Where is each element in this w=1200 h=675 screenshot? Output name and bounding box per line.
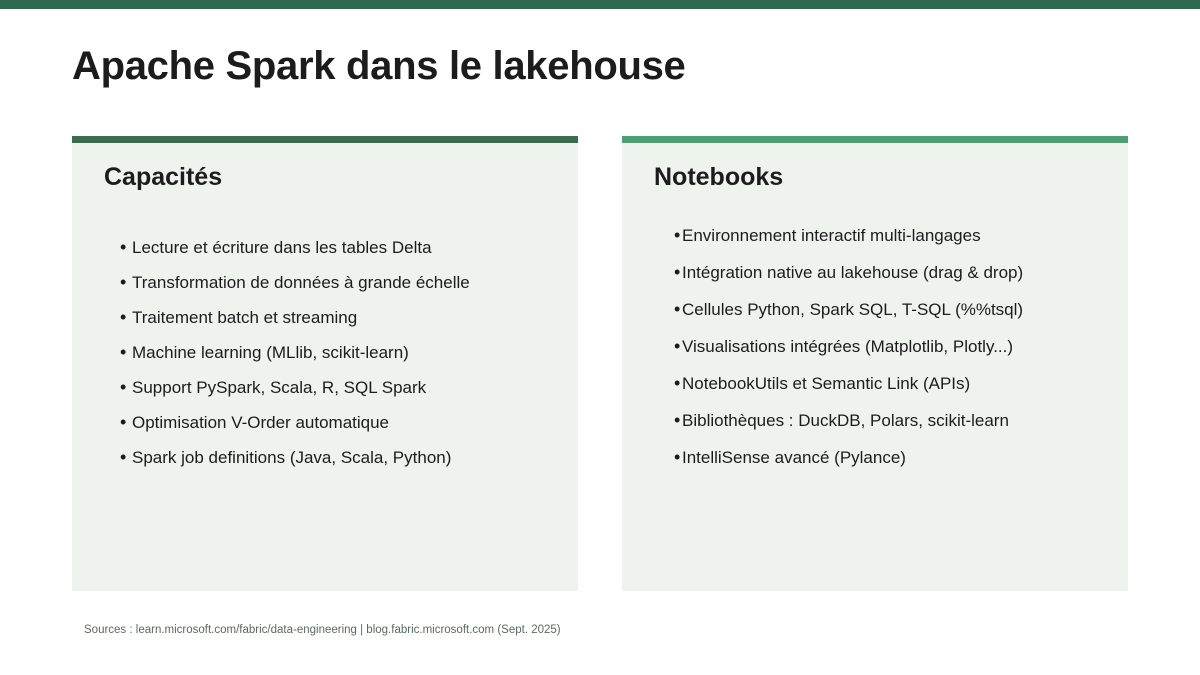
bullet-list-capacites: [104, 236, 558, 481]
list-item-label: Optimisation V-Order automatique: [132, 413, 390, 432]
list-item-label: Environnement interactif multi-langages: [682, 226, 981, 245]
list-item: [104, 341, 558, 364]
list-item: [654, 446, 1108, 469]
list-item: [654, 224, 1108, 247]
bullet-dot-icon: •: [120, 237, 127, 257]
list-item-label: Lecture et écriture dans les tables Delta: [132, 238, 432, 257]
list-item-label: Cellules Python, Spark SQL, T-SQL (%%tsql): [682, 300, 1024, 319]
bullet-dot-icon: •: [120, 377, 127, 397]
list-item-label: Machine learning (MLlib, scikit-learn): [132, 343, 409, 362]
list-item: [104, 446, 558, 469]
list-item-label: Support PySpark, Scala, R, SQL Spark: [132, 378, 427, 397]
bullet-dot-icon: •: [120, 412, 127, 432]
slide-top-accent-bar: [0, 0, 1200, 9]
list-item: [104, 236, 558, 259]
bullet-dot-icon: •: [120, 342, 127, 362]
list-item: [654, 335, 1108, 358]
list-item-label: Visualisations intégrées (Matplotlib, Plotly...): [682, 337, 1014, 356]
list-item-label: NotebookUtils et Semantic Link (APIs): [682, 374, 971, 393]
sources-note: Sources : learn.microsoft.com/fabric/data-engineering | blog.fabric.microsoft.com (Sept. 2025): [84, 624, 561, 636]
list-item: [654, 372, 1108, 395]
list-item: [104, 271, 558, 294]
bullet-dot-icon: •: [674, 336, 681, 356]
list-item: [104, 376, 558, 399]
list-item-label: Transformation de données à grande échelle: [132, 273, 470, 292]
bullet-dot-icon: •: [674, 373, 681, 393]
list-item-label: Bibliothèques : DuckDB, Polars, scikit-learn: [682, 411, 1009, 430]
card-capacites: [72, 136, 578, 591]
bullet-dot-icon: •: [674, 410, 681, 430]
card-accent-bar-left: [72, 136, 578, 143]
bullet-dot-icon: •: [120, 272, 127, 292]
bullet-dot-icon: •: [674, 225, 681, 245]
list-item: [654, 298, 1108, 321]
list-item-label: Traitement batch et streaming: [132, 308, 358, 327]
card-title-capacites: Capacités: [104, 163, 223, 191]
bullet-dot-icon: •: [120, 307, 127, 327]
page-title: Apache Spark dans le lakehouse: [72, 44, 686, 88]
list-item: [654, 261, 1108, 284]
bullet-dot-icon: •: [674, 447, 681, 467]
card-accent-bar-right: [622, 136, 1128, 143]
card-title-notebooks: Notebooks: [654, 163, 784, 191]
bullet-list-notebooks: [654, 224, 1108, 483]
list-item-label: Intégration native au lakehouse (drag & drop): [682, 263, 1024, 282]
list-item: [104, 411, 558, 434]
bullet-dot-icon: •: [674, 262, 681, 282]
list-item: [654, 409, 1108, 432]
list-item: [104, 306, 558, 329]
bullet-dot-icon: •: [674, 299, 681, 319]
list-item-label: Spark job definitions (Java, Scala, Python): [132, 448, 452, 467]
bullet-dot-icon: •: [120, 447, 127, 467]
list-item-label: IntelliSense avancé (Pylance): [682, 448, 906, 467]
card-notebooks: [622, 136, 1128, 591]
